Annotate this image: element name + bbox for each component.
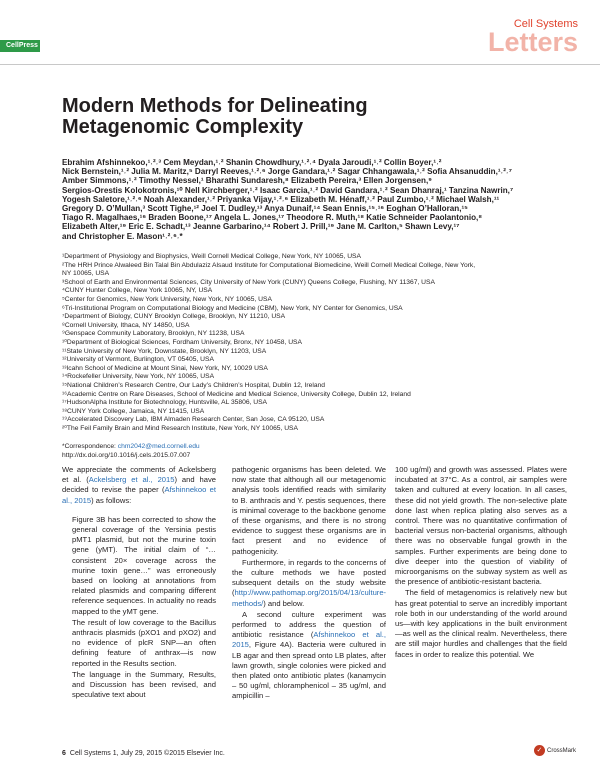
- affiliation: NY 10065, USA: [62, 270, 110, 278]
- author-line: Nick Bernstein,¹˒² Julia M. Maritz,⁵ Darryl Reeves,¹˒²˒⁶ Jorge Gandara,¹˒² Sagar Chhangawala,¹˒² Sofia Ahsanuddin,¹˒²˒⁷: [62, 167, 512, 177]
- author-line: Sergios-Orestis Kolokotronis,¹⁰ Nell Kirchberger,¹˒² Isaac Garcia,¹˒² David Gandara,¹˒² Sean Dhanraj,¹ Tanzina Nawrin,⁷: [62, 185, 514, 195]
- affiliation: ¹⁸CUNY York College, Jamaica, NY 11415, USA: [62, 407, 205, 415]
- crossmark-icon: ✓: [534, 745, 545, 756]
- intro-paragraph: We appreciate the comments of Ackelsberg et al. (Ackelsberg et al., 2015) and have decided to revise the paper (Afshinnekoo et al., 2015) as follows:: [62, 465, 216, 505]
- affiliation: ¹⁰Department of Biological Sciences, Fordham University, Bronx, NY 10458, USA: [62, 338, 302, 346]
- doi-link[interactable]: http://dx.doi.org/10.1016/j.cels.2015.07.007: [62, 451, 191, 459]
- footer-citation: Cell Systems 1, July 29, 2015 ©2015 Elsevier Inc.: [69, 750, 225, 757]
- body-paragraph: Figure 3B has been corrected to show the general coverage of the Yersinia pestis pMT1 plasmid, but not the murine toxin gene (yMT). The initial claim of “…consistent 20× coverage across the murine toxin gene…” was erroneously based on looking at annotations from related plasmids and comparing different reference sequences. In actuality no reads mapped to the yMT gene.: [72, 514, 216, 616]
- body-column-1: [62, 465, 216, 701]
- author-line: Amber Simmons,¹˒² Timothy Nessel,¹ Bharathi Sundaresh,⁸ Elizabeth Pereira,³ Ellen Jorgensen,⁹: [62, 176, 433, 186]
- citation-link[interactable]: Ackelsberg et al., 2015: [88, 475, 175, 485]
- crossmark-label: CrossMark: [546, 747, 576, 754]
- author-list: [62, 158, 572, 241]
- author-line: Ebrahim Afshinnekoo,¹˒²˒³ Cem Meydan,¹˒² Shanin Chowdhury,¹˒²˒⁴ Dyala Jaroudi,¹˒² Collin Boyer,¹˒²: [62, 158, 442, 167]
- affiliation: ²The HRH Prince Alwaleed Bin Talal Bin Abdulaziz Alsaud Institute for Computational Biomedicine, Weill Cornell Medical College, New York,: [62, 261, 476, 269]
- citation-link[interactable]: Afshinnekoo et al., 2015: [232, 630, 386, 650]
- article-title: Modern Methods for Delineating Metagenomic Complexity: [62, 95, 368, 138]
- body-column-3: [395, 465, 567, 661]
- body-paragraph: A second culture experiment was performed to address the question of antibiotic resistance (Afshinnekoo et al., 2015, Figure 4A). Bacteria were cultured in LB agar and then spread onto LB plates, after lawn growth, single colonies were picked and then plated onto antibiotic plates (kanamycin – 50 ug/ml, chloramphenicol – 35 ug/ml, and ampicillin –: [232, 609, 386, 701]
- affiliation: ¹⁹Accelerated Discovery Lab, IBM Almaden Research Center, San Jose, CA 95120, USA: [62, 416, 325, 424]
- affiliation: ¹⁵National Children’s Research Centre, Our Lady’s Children’s Hospital, Dublin 12, Ireland: [62, 381, 325, 389]
- affiliation: ⁶Tri-Institutional Program on Computational Biology and Medicine (CBM), New York, NY Center for Genomics, USA: [62, 304, 403, 312]
- header-divider: [0, 64, 600, 65]
- affiliation: ⁵Center for Genomics, New York University, New York, NY 10065, USA: [62, 295, 272, 303]
- affiliation: ¹⁶Academic Centre on Rare Diseases, School of Medicine and Medical Science, University College, Dublin 12, Ireland: [62, 390, 411, 398]
- author-line: Elizabeth Alter,¹⁹ Eric E. Schadt,¹³ Jeanne Garbarino,¹⁴ Robert J. Prill,¹⁹ Jane M. Carlton,⁵ Shawn Levy,¹⁷: [62, 222, 460, 232]
- affiliation: ⁷Department of Biology, CUNY Brooklyn College, Brooklyn, NY 11210, USA: [62, 313, 286, 321]
- body-column-2: [232, 465, 386, 703]
- body-paragraph: The field of metagenomics is relatively new but has great potential to serve an incredibly important role both in our understanding of the world around us—with key applications in the built environment—as well as the clinical realm. Nevertheless, there are still major hurdles and challenges that the field faces in order to realize this potential. We: [395, 588, 567, 659]
- body-paragraph: 100 ug/ml) and growth was assessed. Plates were incubated at 37°C. As a control, air samples were taken and cultured at every location. In all cases, these did not yield growth. The non-selective plate done last when replica plating also serves as a control. There was no quantitative confirmation of bacterial versus non-bacterial organisms, although there was no observable fungal growth in the samples. Further experiments are being done to dive deeper into the question of viability of microorganisms on the subway system as well as the presence of antibiotic-resistant bacteria.: [395, 465, 567, 587]
- journal-name: Cell Systems: [513, 18, 578, 30]
- page-footer: [62, 750, 225, 757]
- author-line: Yogesh Saletore,¹˒²˒⁶ Noah Alexander,¹˒² Priyanka Vijay,¹˒²˒⁶ Elizabeth M. Hénaff,¹˒² Paul Zumbo,¹˒² Michael Walsh,¹¹: [62, 194, 500, 204]
- body-paragraph: pathogenic organisms has been deleted. We now state that although all our metagenomic analysis tools identified reads with similarity to B. anthracis and Y. pestis sequences, there is minimal coverage to the backbone genome of these organisms, and there is no strong evidence to suggest these organisms are in fact present and no evidence of pathogenicity.: [232, 465, 386, 556]
- correspondence-label: *Correspondence:: [62, 443, 116, 450]
- affiliation: ¹⁴Rockefeller University, New York, NY 10065, USA: [62, 373, 215, 381]
- author-line: Gregory D. O’Mullan,³ Scott Tighe,¹² Joel T. Dudley,¹³ Anya Dunaif,¹⁴ Sean Ennis,¹⁵˒¹⁶ Eoghan O’Halloran,¹⁵: [62, 204, 468, 214]
- website-link[interactable]: http://www.pathomap.org/2015/04/13/culture-methods/: [232, 588, 387, 608]
- correspondence-email[interactable]: chm2042@med.cornell.edu: [117, 443, 200, 450]
- affiliation: ¹⁷HudsonAlpha Institute for Biotechnology, Huntsville, AL 35806, USA: [62, 399, 268, 407]
- author-line: Tiago R. Magalhaes,¹⁶ Braden Boone,¹⁷ Angela L. Jones,¹⁷ Theodore R. Muth,¹⁸ Katie Schneider Paolantonio,⁸: [62, 213, 483, 223]
- correspondence: [62, 443, 572, 460]
- affiliation: ¹²University of Vermont, Burlington, VT 05405, USA: [62, 356, 214, 364]
- citation-link[interactable]: Afshinnekoo et al., 2015: [62, 485, 216, 505]
- affiliation: ⁹Genspace Community Laboratory, Brooklyn, NY 11238, USA: [62, 330, 245, 338]
- affiliation: ¹³Icahn School of Medicine at Mount Sinai, New York, NY, 10029 USA: [62, 364, 268, 372]
- affiliation-list: [62, 253, 572, 433]
- section-label: Letters: [487, 27, 578, 57]
- cellpress-logo: CellPress: [0, 40, 40, 52]
- author-line: and Christopher E. Mason¹˒²˒⁶˒*: [62, 231, 183, 241]
- affiliation: ¹¹State University of New York, Downstate, Brooklyn, NY 11203, USA: [62, 347, 267, 355]
- page-number: 6: [62, 750, 66, 757]
- body-paragraph: The result of low coverage to the Bacillus anthracis plasmids (pXO1 and pXO2) and no evidence of plcR SNP—an often defining feature of anthrax—is now reported in the Results section.: [72, 617, 216, 668]
- body-paragraph: Furthermore, in regards to the concerns of the culture methods we have posted subsequent details on the study website (http://www.pathomap.org/2015/04/13/culture-methods/) and below.: [232, 557, 387, 608]
- affiliation: ¹Department of Physiology and Biophysics, Weill Cornell Medical College, New York, NY 10065, USA: [62, 253, 361, 260]
- affiliation: ⁸Cornell University, Ithaca, NY 14850, USA: [62, 321, 190, 329]
- affiliation: ³School of Earth and Environmental Sciences, City University of New York (CUNY) Queens College, Flushing, NY 11367, USA: [62, 278, 435, 286]
- affiliation: ⁴CUNY Hunter College, New York 10065, NY, USA: [62, 287, 213, 295]
- affiliation: ²⁰The Feil Family Brain and Mind Research Institute, New York, NY 10065, USA: [62, 424, 298, 432]
- crossmark-badge[interactable]: [534, 745, 576, 756]
- body-paragraph: The language in the Summary, Results, and Discussion has been revised, and speculative text about: [72, 669, 216, 700]
